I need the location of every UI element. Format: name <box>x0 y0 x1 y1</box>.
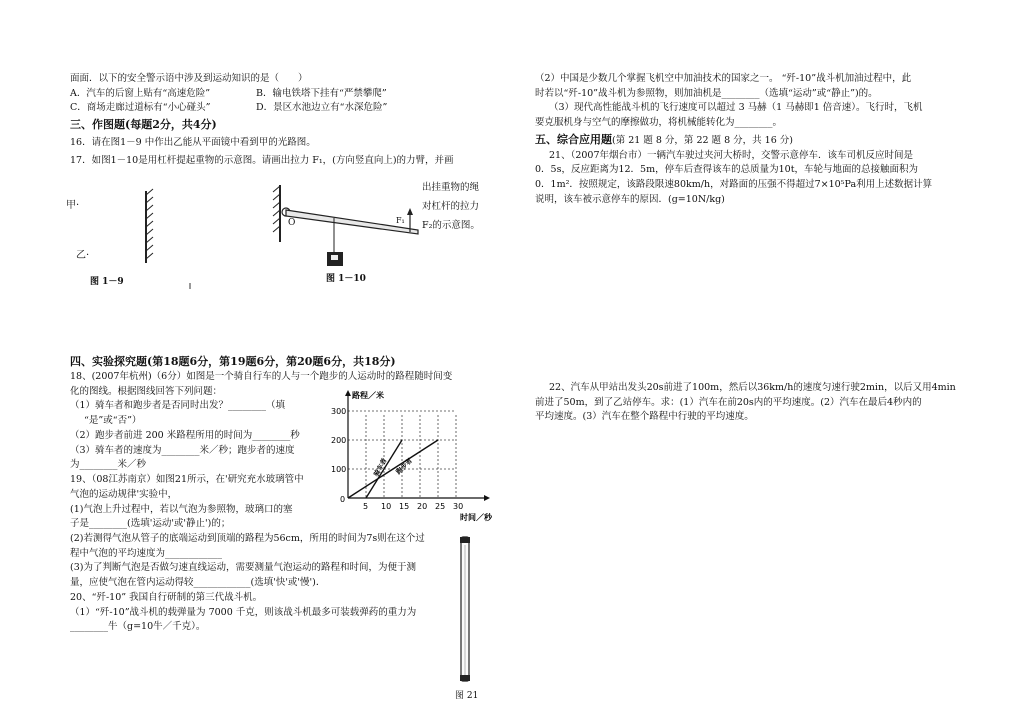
section5-heading <box>535 131 965 149</box>
section5-subtitle: (第 21 题 8 分，第 22 题 8 分，共 16 分) <box>612 134 793 146</box>
mirror-hatching <box>146 189 153 259</box>
q17-line4: F₂的示意图。 <box>422 220 480 231</box>
figure-1-9-caption: 图 1－9 <box>90 277 124 287</box>
q19-line1: 19、（08江苏南京）如图21所示，在'研究充水玻璃管中 <box>70 474 304 486</box>
section4-title: 四、实验探究题(第18题6分，第19题6分，第20题6分，共18分) <box>70 355 396 368</box>
x-axis-label: 时间／秒 <box>460 513 492 522</box>
series-label-0: 骑车者 <box>372 456 389 478</box>
q15-option-c: C．商场走廊过道标有“小心碰头” <box>70 102 211 114</box>
wall-hatching <box>273 186 280 232</box>
section3-title: 三、作图题(每题2分，共4分) <box>70 118 217 132</box>
q18-line2: 化的图线。根据图线回答下列问题： <box>70 385 223 397</box>
y-axis-label: 路程／米 <box>352 391 384 400</box>
q18-sub1: （1）骑车者和跑步者是否同时出发？________（填 <box>70 400 286 412</box>
q21-line4: 说明，该车被示意停车的原因．(g=10N/kg) <box>535 193 725 205</box>
q17-line3: 对杠杆的拉力 <box>422 201 480 212</box>
x-tick-label-4: 25 <box>435 502 446 511</box>
q19-sub1b: 子是________(选填'运动'或'静止')的； <box>70 518 231 530</box>
q20-sub1: （1）“歼-10”战斗机的载弹量为 7000 千克，则该战斗机最多可装载弹药的重力为 <box>70 606 417 618</box>
glass-tube-figure <box>458 535 472 683</box>
force-f1-label: F₁ <box>396 216 405 225</box>
figure-1-10-caption: 图 1－10 <box>326 274 366 284</box>
q21-line2: 0．5s，反应距离为12．5m，停车后查得该车的总质量为10t，车轮与地面的总接触面积为 <box>535 164 919 176</box>
q22-line3: 平均速度。(3）汽车在整个路程中行驶的平均速度。 <box>535 411 754 423</box>
point-yi: 乙· <box>76 250 90 261</box>
y-axis-arrow <box>345 390 351 396</box>
figure-21-caption: 图 21 <box>455 691 479 701</box>
q15-options-row1 <box>70 87 495 102</box>
y-tick-label-0: 100 <box>331 465 347 474</box>
q16-text: 16．请在图1－9 中作出乙能从平面镜中看到甲的光路图。 <box>70 137 316 149</box>
q18-line1: 18、(2007年杭州)（6分）如图是一个骑自行车的人与一个跑步的人运动时的路程随时间变 <box>70 371 453 383</box>
q20-sub2b: 时若以“歼-10”战斗机为参照物，则加油机是________（选填“运动”或“静止”)的。 <box>535 87 878 99</box>
figure-1-10 <box>270 182 420 292</box>
x-tick-label-5: 30 <box>453 502 464 511</box>
figure-1-9-drawing <box>60 185 190 290</box>
pivot-label: O <box>288 218 296 228</box>
q19-sub2b: 程中气泡的平均速度为____________ <box>70 547 223 559</box>
point-jia: 甲· <box>66 200 80 211</box>
q20-sub3: （3）现代高性能战斗机的飞行速度可以超过 3 马赫（1 马赫即1 倍音速）。飞行时，飞机 <box>549 102 923 114</box>
y-tick-label-1: 200 <box>331 436 347 445</box>
q18-sub3b: 为________米／秒 <box>70 459 147 471</box>
q19-sub1: (1)气泡上升过程中，若以气泡为参照物，玻璃口的塞 <box>70 503 293 515</box>
right-column <box>535 72 965 207</box>
origin-label: 0 <box>340 495 346 504</box>
q20-line1: 20、“歼-10” 我国自行研制的第三代战斗机。 <box>70 591 263 603</box>
y-tick-label-2: 300 <box>331 407 347 416</box>
q19-sub2: (2)若测得气泡从管子的底端运动到顶端的路程为56cm，所用的时间为7s则在这个过 <box>70 532 425 544</box>
q20-sub2: （2）中国是少数几个掌握飞机空中加油技术的国家之一。 “歼-10”战斗机加油过程中，此 <box>535 73 912 84</box>
q15-option-b: B．输电铁塔下挂有“严禁攀爬” <box>256 87 387 99</box>
q20-sub3b: 要克服机身与空气的摩擦做功，将机械能转化为________。 <box>535 117 783 129</box>
glass-tube-drawing <box>458 535 472 683</box>
q22-line2: 前进了50m，到了乙站停车。求：(1）汽车在前20s内的平均速度。(2）汽车在最后4秒内的 <box>535 396 922 408</box>
x-axis-arrow <box>484 495 490 501</box>
q21-line1: 21、（2007年烟台市）一辆汽车驶过夹河大桥时，交警示意停车．该车司机反应时间是 <box>549 149 914 161</box>
q18-sub1b: “是”或“否”） <box>84 415 142 427</box>
distance-time-chart <box>322 386 492 522</box>
q17-line2: 出挂重物的绳 <box>422 182 480 193</box>
q17-continuation <box>422 178 480 235</box>
series-label-1: 跑步者 <box>394 456 414 477</box>
q18-sub2: （2）跑步者前进 200 米路程所用的时间为________秒 <box>70 429 300 441</box>
q22-line1: 22、汽车从甲站出发头20s前进了100m，然后以36km/h的速度匀速行驶2min，以后又用4min <box>549 382 956 393</box>
q15-options-row2 <box>70 101 495 116</box>
q18-sub3: （3）骑车者的速度为________米／秒；跑步者的速度 <box>70 444 295 456</box>
q21-line3: 0．1m²．按照规定，该路段限速80km/h，对路面的压强不得超过7×10⁵Pa利用上述数据计算 <box>535 179 933 191</box>
section5-title: 五、综合应用题 <box>535 132 612 146</box>
q15-tail: 面面．以下的安全警示语中涉及到运动知识的是（ ） <box>70 73 308 84</box>
figure-1-9 <box>60 185 190 290</box>
q20-sub1b: ________牛（g=10牛／千克）。 <box>70 621 206 633</box>
x-tick-label-0: 5 <box>363 502 369 511</box>
q22-block <box>535 381 965 425</box>
q15-option-d: D．景区水池边立有“水深危险” <box>256 102 388 114</box>
left-column <box>70 72 495 169</box>
x-tick-label-1: 10 <box>381 502 392 511</box>
q19-sub3: (3)为了判断气泡是否做匀速直线运动，需要测量气泡运动的路程和时间，为便于测 <box>70 562 416 574</box>
q19-line2: 气泡的运动规律'实验中， <box>70 488 178 500</box>
x-tick-label-2: 15 <box>399 502 410 511</box>
q19-sub3b: 量，应使气泡在管内运动得较____________(选填'快'或'慢')． <box>70 577 326 589</box>
q17-line1: 17．如图1－10是用杠杆提起重物的示意图。请画出拉力 F₁，(方向竖直向上)的力臂，并画 <box>70 154 454 166</box>
x-tick-label-3: 20 <box>417 502 428 511</box>
q15-option-a: A．汽车的后窗上贴有“高速危险” <box>70 87 211 99</box>
